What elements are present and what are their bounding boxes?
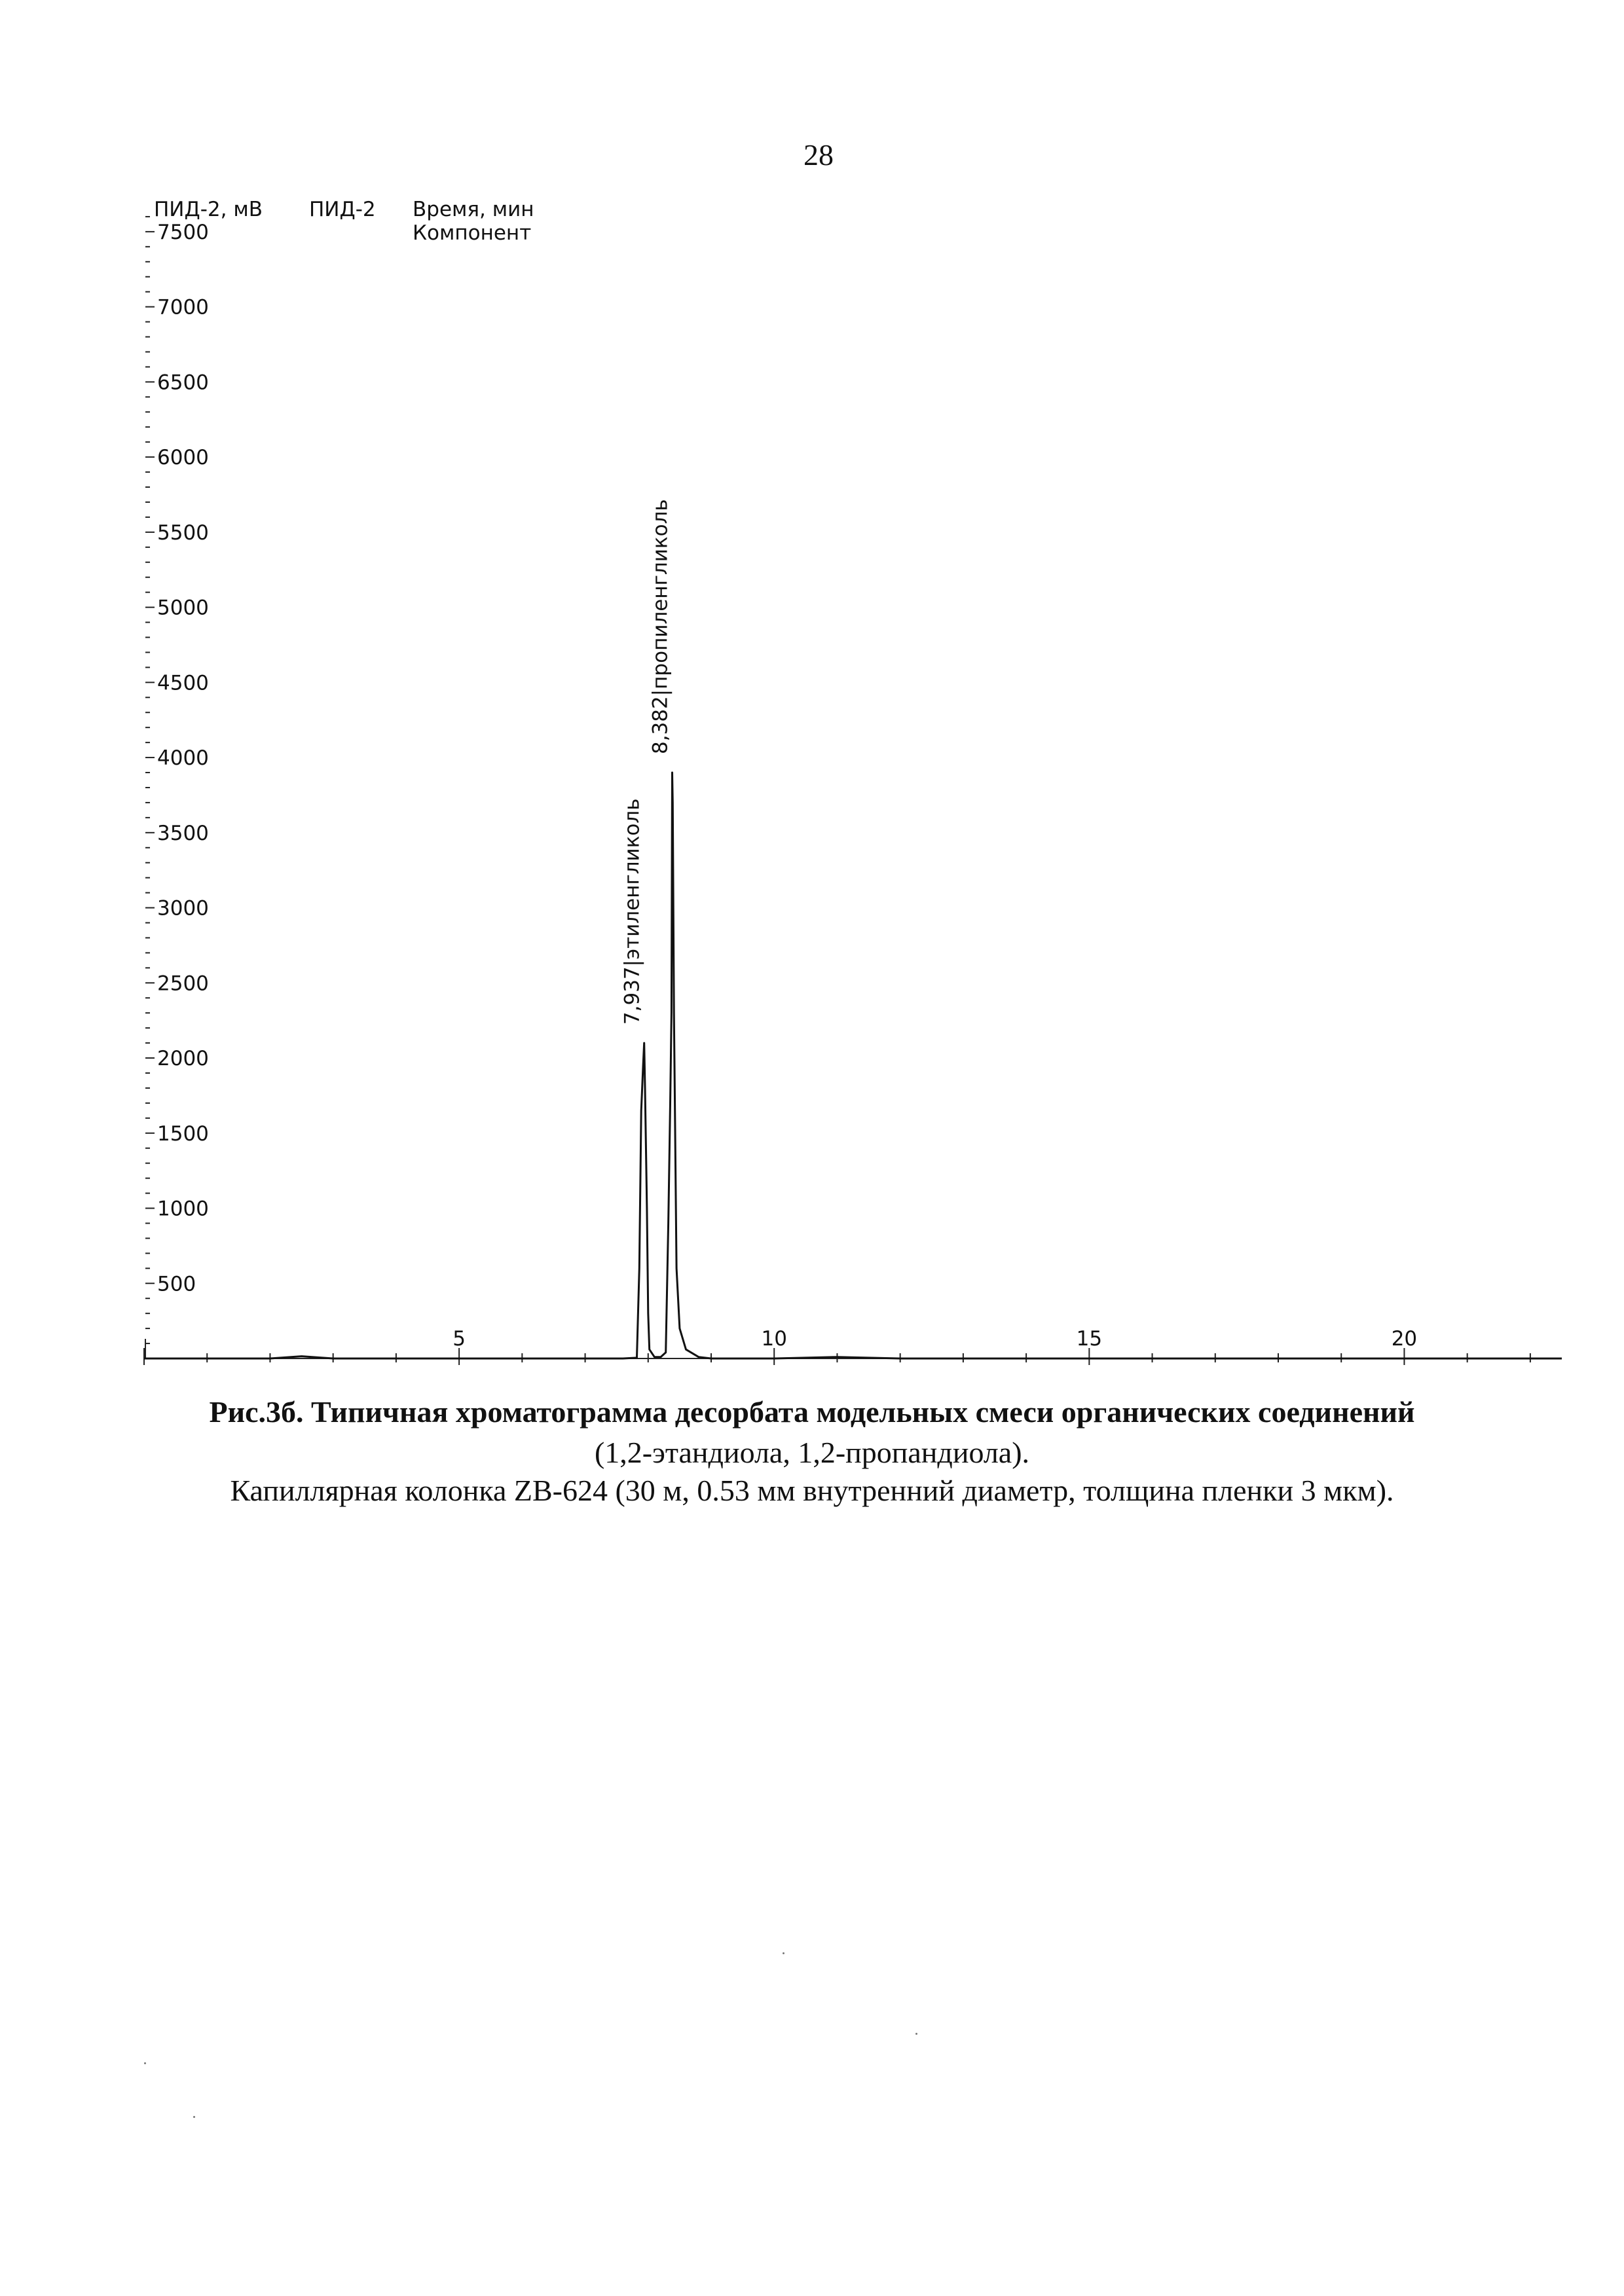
peak-label: 7,937|этиленгликоль bbox=[620, 798, 644, 1025]
x-tick-label: 10 bbox=[761, 1327, 787, 1351]
y-tick-label: 7000 bbox=[157, 295, 209, 319]
y-tick-label: 4500 bbox=[157, 671, 209, 695]
component-label: Компонент bbox=[413, 221, 532, 245]
scan-speck bbox=[915, 2033, 917, 2035]
page-number: 28 bbox=[803, 138, 834, 172]
figure-caption-column: Капиллярная колонка ZB-624 (30 м, 0.53 мм внутренний диаметр, толщина пленки 3 мкм). bbox=[230, 1474, 1394, 1507]
y-tick-label: 6000 bbox=[157, 446, 209, 470]
x-tick-label: 15 bbox=[1076, 1327, 1103, 1351]
y-tick-label: 3500 bbox=[157, 821, 209, 845]
y-tick-label: 4000 bbox=[157, 746, 209, 771]
scan-speck bbox=[144, 2062, 146, 2064]
chromatogram-trace-group bbox=[144, 773, 1562, 1358]
scan-speck bbox=[783, 1952, 784, 1954]
y-tick-label: 1500 bbox=[157, 1121, 209, 1146]
y-axis bbox=[145, 217, 209, 1358]
peak-label: 8,382|пропиленгликоль bbox=[648, 499, 673, 755]
y-tick-label: 6500 bbox=[157, 371, 209, 395]
y-tick-label: 1000 bbox=[157, 1197, 209, 1221]
time-label: Время, мин bbox=[413, 198, 534, 221]
x-tick-label: 20 bbox=[1391, 1327, 1418, 1351]
y-tick-label: 7500 bbox=[157, 220, 209, 244]
y-tick-label: 2000 bbox=[157, 1047, 209, 1071]
y-tick-label: 5500 bbox=[157, 520, 209, 545]
y-tick-label: 500 bbox=[157, 1272, 196, 1296]
figure-caption-compounds: (1,2-этандиола, 1,2-пропандиола). bbox=[594, 1436, 1030, 1469]
y-tick-label: 2500 bbox=[157, 972, 209, 996]
detector-label: ПИД-2 bbox=[309, 198, 376, 221]
scan-speck bbox=[193, 2116, 195, 2118]
x-tick-label: 5 bbox=[452, 1327, 466, 1351]
y-tick-label: 3000 bbox=[157, 896, 209, 920]
y-tick-label: 5000 bbox=[157, 596, 209, 620]
peak-labels bbox=[621, 499, 673, 1025]
figure-caption-title: Рис.3б. Типичная хроматограмма десорбата модельных смеси органических соединений bbox=[209, 1395, 1415, 1429]
chromatogram-line bbox=[144, 773, 1562, 1358]
y-axis-label: ПИД-2, мВ bbox=[154, 198, 263, 221]
